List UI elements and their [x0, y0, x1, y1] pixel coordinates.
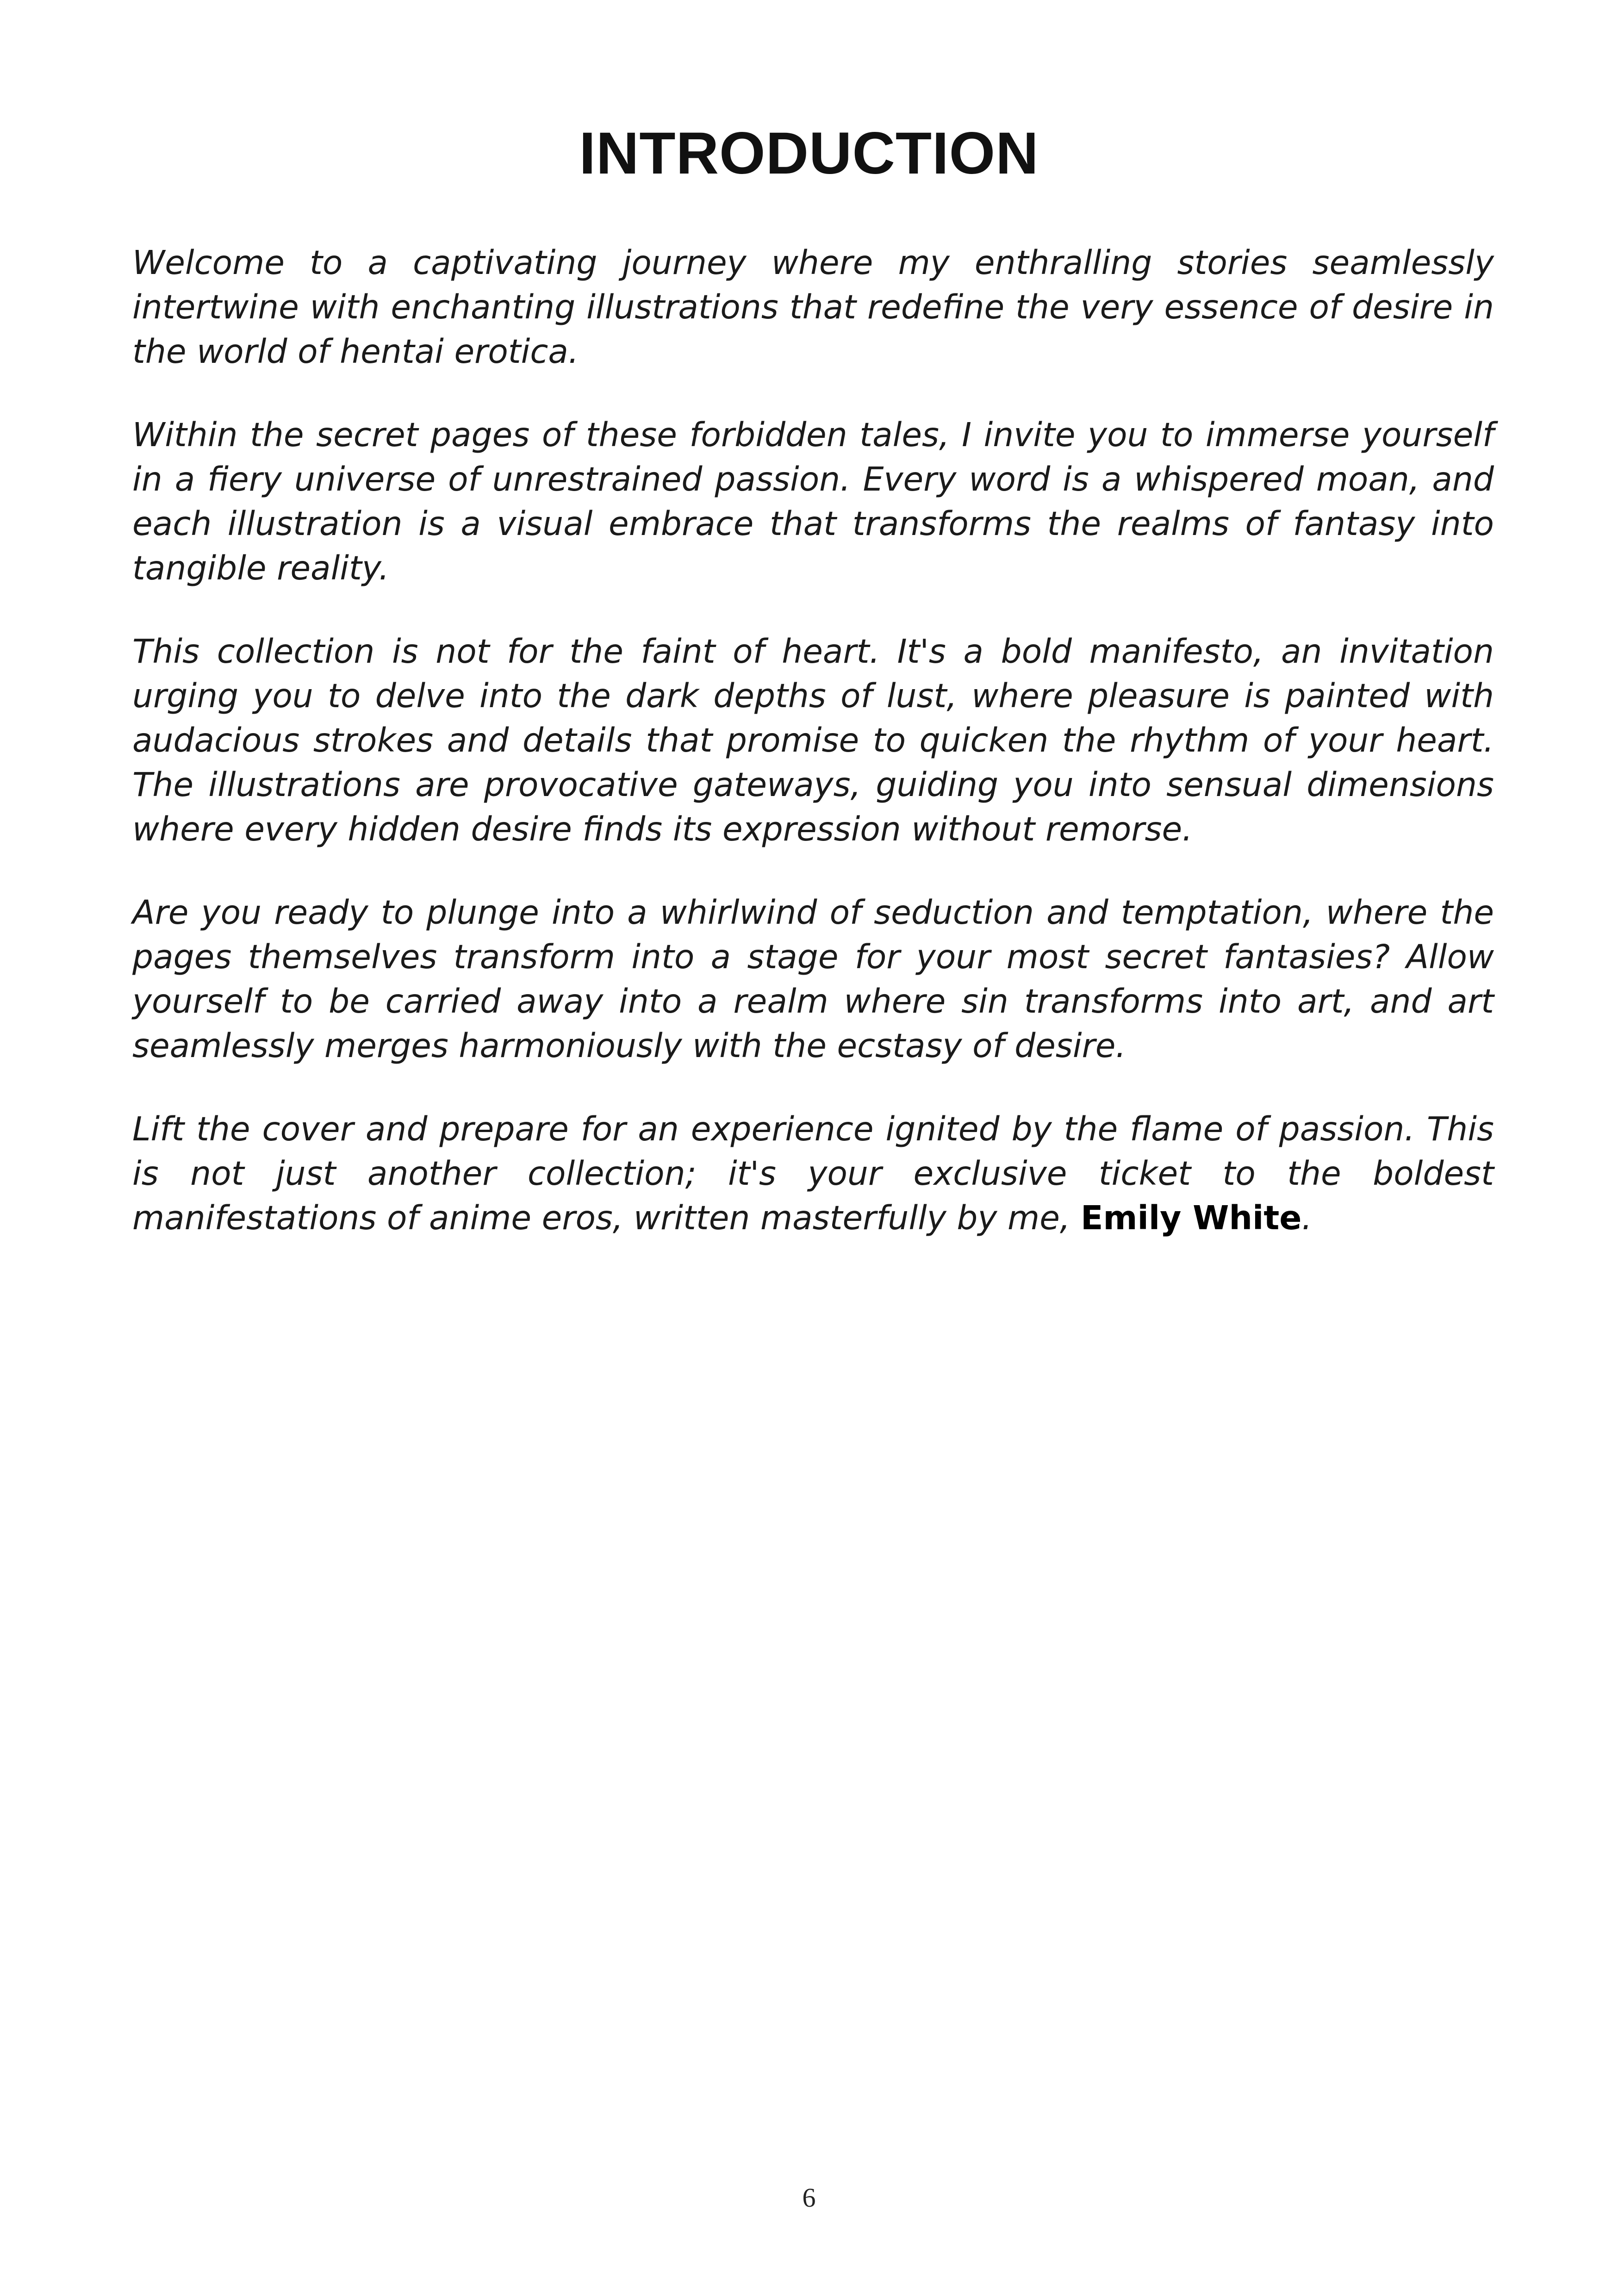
author-name: Emily White [1081, 1199, 1302, 1237]
paragraph-4: Are you ready to plunge into a whirlwind of seduction and temptation, where the pages themselves transform into a stage for your most secret fantasies? Allow yourself to be carried away into a realm where sin transforms into art, and art seamlessly merges harmoniously with the ecstasy of desire. [132, 893, 1494, 1065]
paragraph-5-text: Lift the cover and prepare for an experience ignited by the flame of passion. This is not just another collection; it's your exclusive ticket to the boldest manifestations of anime eros, written masterfully by me, [132, 1110, 1494, 1237]
paragraph-1: Welcome to a captivating journey where my enthralling stories seamlessly intertwine with enchanting illustrations that redefine the very essence of desire in the world of hentai erotica. [132, 243, 1494, 371]
body-text [132, 241, 1494, 1279]
title-rest: NTRODUCTION [596, 120, 1039, 187]
paragraph-3: This collection is not for the faint of heart. It's a bold manifesto, an invitation urging you to delve into the dark depths of lust, where pleasure is painted with audacious strokes and details that promise to quicken the rhythm of your heart. The illustrations are provocative gateways, guiding you into sensual dimensions where every hidden desire finds its expression without remorse. [132, 632, 1494, 848]
page-number: 6 [802, 2183, 816, 2213]
paragraph-5 [132, 1107, 1494, 1240]
paragraph-2: Within the secret pages of these forbidden tales, I invite you to immerse yourself in a fiery universe of unrestrained passion. Every word is a whispered moan, and each illustration is a visual embrace that transforms the realms of fantasy into tangible reality. [132, 416, 1494, 587]
paragraph-5-end: . [1301, 1199, 1313, 1237]
title-initial: I [579, 120, 596, 187]
page-title [0, 118, 1618, 189]
